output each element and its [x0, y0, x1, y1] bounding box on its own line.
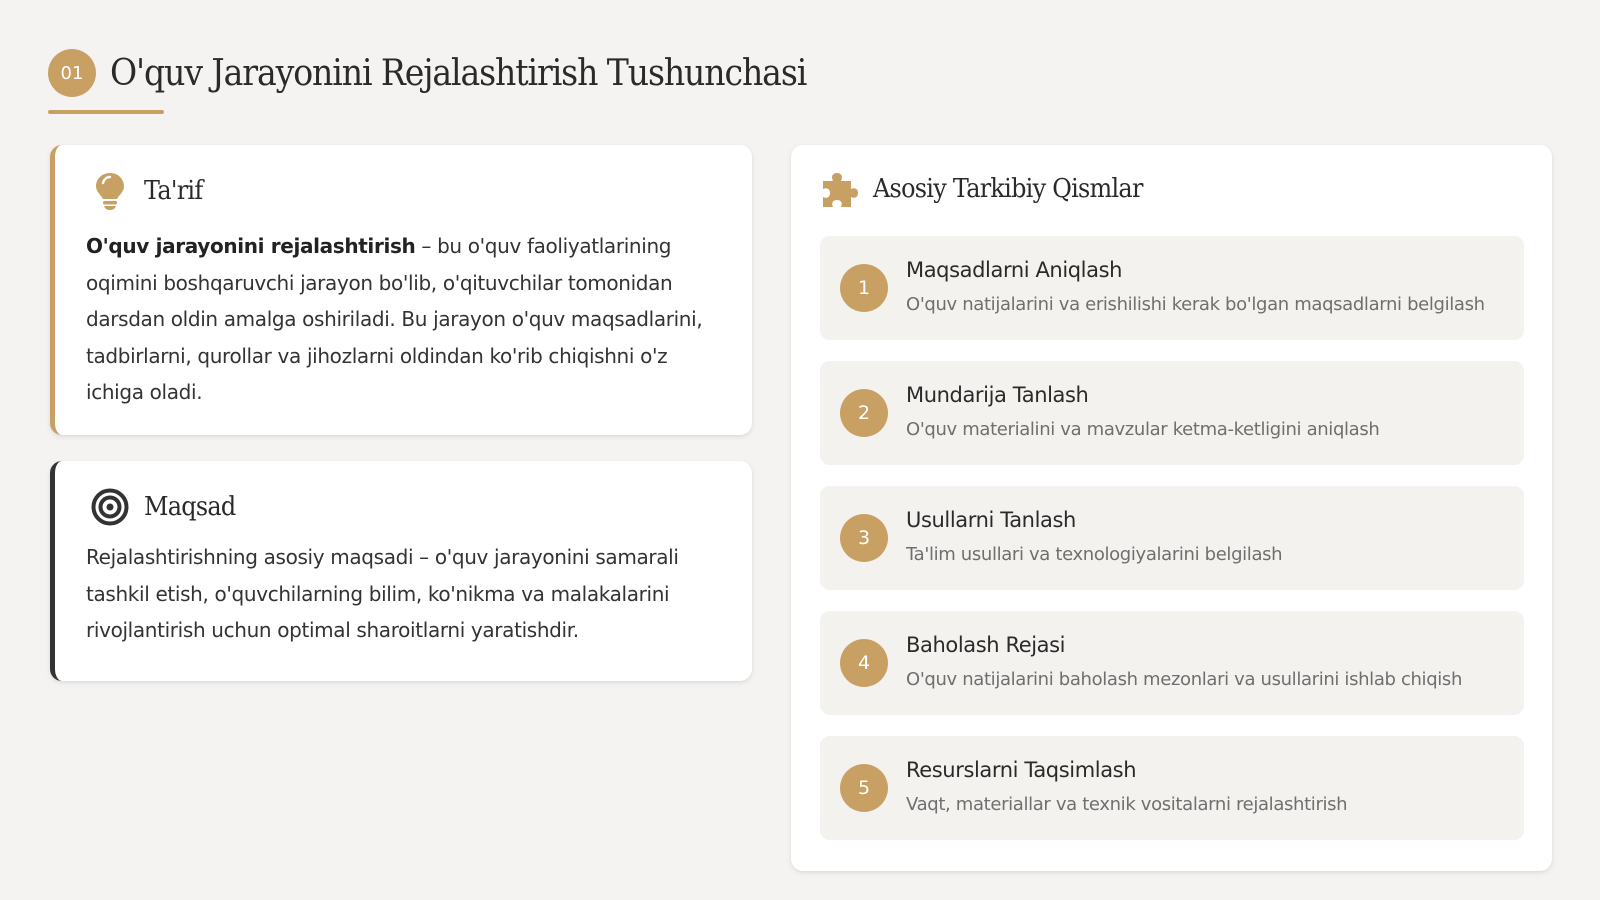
- components-heading: Asosiy Tarkibiy Qismlar: [873, 174, 1143, 204]
- step-title: Maqsadlarni Aniqlash: [906, 258, 1123, 282]
- definition-card: [50, 145, 752, 435]
- definition-text: [86, 228, 724, 411]
- page-title: O'quv Jarayonini Rejalashtirish Tushunchasi: [110, 52, 807, 94]
- component-item: [820, 486, 1524, 590]
- step-description: Vaqt, materiallar va texnik vositalarni rejalashtirish: [906, 794, 1348, 815]
- component-item: [820, 361, 1524, 465]
- component-item: [820, 736, 1524, 840]
- step-description: O'quv natijalarini va erishilishi kerak bo'lgan maqsadlarni belgilash: [906, 294, 1485, 315]
- goal-text: Rejalashtirishning asosiy maqsadi – o'quv jarayonini samarali tashkil etish, o'quvchilarning bilim, ko'nikma va malakalarini rivojlantirish uchun optimal sharoitlarni yaratishdir.: [86, 545, 679, 642]
- section-number-badge: 01: [48, 49, 96, 97]
- components-card: [791, 145, 1552, 871]
- step-title: Mundarija Tanlash: [906, 383, 1089, 407]
- step-number: 4: [840, 639, 888, 687]
- component-item: [820, 236, 1524, 340]
- step-description: O'quv materialini va mavzular ketma-ketligini aniqlash: [906, 419, 1380, 440]
- puzzle-icon: [819, 169, 859, 209]
- title-underline: [48, 110, 164, 114]
- step-description: Ta'lim usullari va texnologiyalarini belgilash: [906, 544, 1283, 565]
- step-number: 2: [840, 389, 888, 437]
- step-description: O'quv natijalarini baholash mezonlari va usullarini ishlab chiqish: [906, 669, 1463, 690]
- target-icon: [90, 487, 130, 527]
- step-number: 1: [840, 264, 888, 312]
- definition-heading: Ta'rif: [144, 176, 203, 206]
- components-header: [819, 169, 1166, 209]
- goal-card: [50, 461, 752, 681]
- goal-heading: Maqsad: [144, 492, 236, 522]
- definition-header: [90, 171, 208, 211]
- definition-description: – bu o'quv faoliyatlarining oqimini boshqaruvchi jarayon bo'lib, o'qituvchilar tomonidan darsdan oldin amalga oshiriladi. Bu jarayon o'quv maqsadlarini, tadbirlarni, qurollar va jihozlarni oldindan ko'rib chiqishni o'z ichiga oladi.: [86, 234, 703, 404]
- page-header: [48, 48, 867, 98]
- step-title: Baholash Rejasi: [906, 633, 1066, 657]
- component-item: [820, 611, 1524, 715]
- step-number: 3: [840, 514, 888, 562]
- lightbulb-icon: [90, 171, 130, 211]
- step-title: Resurslarni Taqsimlash: [906, 758, 1137, 782]
- step-title: Usullarni Tanlash: [906, 508, 1076, 532]
- goal-header: [90, 487, 243, 527]
- definition-term: O'quv jarayonini rejalashtirish: [86, 234, 416, 258]
- step-number: 5: [840, 764, 888, 812]
